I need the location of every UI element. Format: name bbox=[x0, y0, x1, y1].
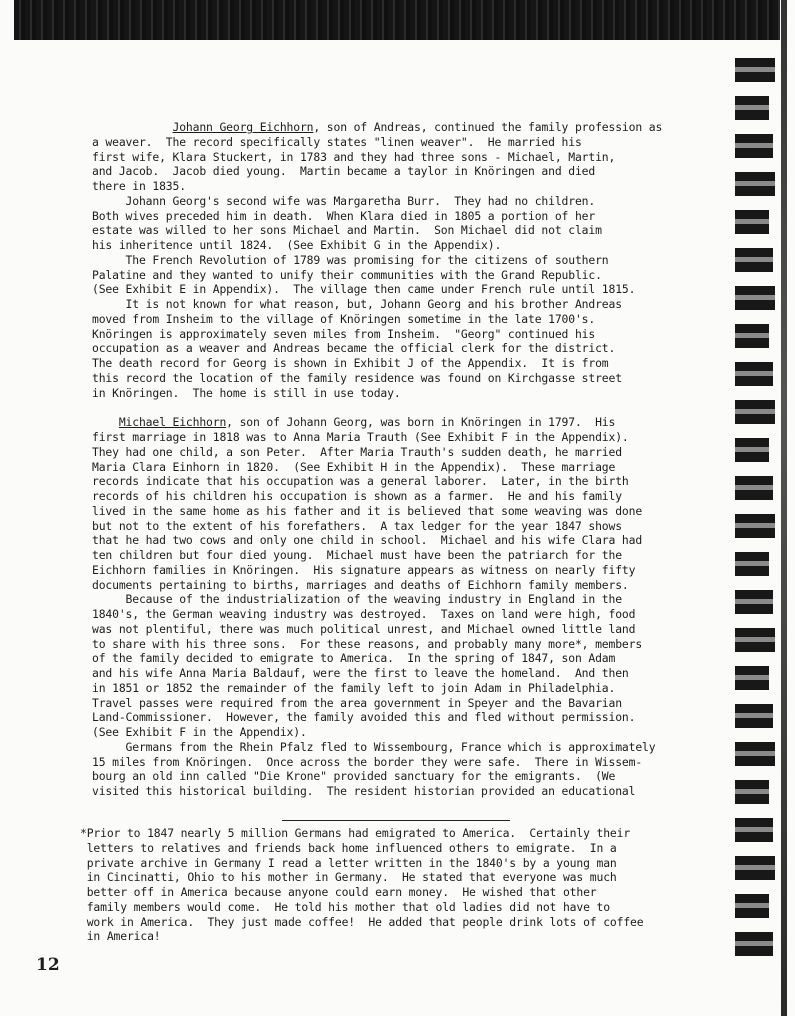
text-line: in 1851 or 1852 the remainder of the family left to join Adam in Philadelphia. bbox=[92, 680, 616, 695]
text-line: to share with his three sons. For these reasons, and probably many more*, members bbox=[92, 636, 643, 651]
text-line: Eichhorn families in Knöringen. His signature appears as witness on nearly fifty bbox=[92, 562, 636, 577]
text-line: Because of the industrialization of the weaving industry in England in the bbox=[92, 592, 622, 607]
binding-hole bbox=[735, 780, 769, 804]
scan-top-band bbox=[14, 0, 780, 40]
paragraph-johann-georg-first-line: Johann Georg Eichhorn, son of Andreas, continued the family profession as bbox=[172, 120, 663, 134]
binding-hole bbox=[735, 742, 775, 766]
binding-hole bbox=[735, 324, 769, 348]
binding-hole bbox=[735, 362, 773, 386]
footnote-line: *Prior to 1847 nearly 5 million Germans had emigrated to America. Certainly their bbox=[80, 826, 631, 840]
binding-hole bbox=[735, 476, 773, 500]
binding-hole bbox=[735, 666, 769, 690]
binding-hole bbox=[735, 172, 775, 196]
binding-hole bbox=[735, 210, 769, 234]
binding-hole bbox=[735, 856, 775, 880]
text-line: his inheritence until 1824. (See Exhibit G in the Appendix). bbox=[92, 238, 502, 252]
footnote-line: in America! bbox=[80, 929, 161, 944]
text-line: Travel passes were required from the area government in Speyer and the Bavarian bbox=[92, 695, 622, 710]
text-line: records indicate that his occupation was a general laborer. Later, in the birth bbox=[92, 474, 629, 489]
binding-hole bbox=[735, 134, 773, 158]
binding-hole bbox=[735, 438, 769, 462]
heading-name-michael: Michael Eichhorn bbox=[118, 415, 227, 430]
footnote-line: better off in America because anyone could earn money. He wished that other bbox=[80, 885, 597, 899]
text-line: that he had two cows and only one child in school. Michael and his wife Clara had bbox=[92, 533, 643, 548]
binding-hole bbox=[735, 894, 769, 918]
text-line: 15 miles from Knöringen. Once across the border they were safe. There in Wissem- bbox=[92, 754, 643, 769]
footnote bbox=[80, 826, 700, 944]
text-line: Johann Georg's second wife was Margaretha Burr. They had no children. bbox=[92, 193, 596, 208]
text-line: and his wife Anna Maria Baldauf, were the first to leave the homeland. And then bbox=[92, 666, 629, 680]
text-line: bourg an old inn called "Die Krone" provided sanctuary for the emigrants. (We bbox=[92, 769, 616, 784]
text-line: occupation as a weaver and Andreas became the official clerk for the district. bbox=[92, 341, 616, 356]
binding-hole bbox=[735, 514, 775, 538]
text-line: The death record for Georg is shown in Exhibit J of the Appendix. It is from bbox=[92, 356, 609, 370]
text-line: a weaver. The record specifically states "linen weaver". He married his bbox=[92, 134, 582, 149]
paragraph-michael-first-line: Michael Eichhorn, son of Johann Georg, was born in Knöringen in 1797. His bbox=[118, 415, 616, 430]
text-line: 1840's, the German weaving industry was destroyed. Taxes on land were high, food bbox=[92, 607, 636, 621]
page-number: 12 bbox=[36, 955, 60, 975]
binding-hole bbox=[735, 96, 769, 120]
text-line: documents pertaining to births, marriages and deaths of Eichhorn family members. bbox=[92, 577, 629, 592]
heading-name-johann-georg: Johann Georg Eichhorn bbox=[172, 120, 314, 134]
text-line: (See Exhibit F in the Appendix). bbox=[92, 725, 307, 739]
text-line: It is not known for what reason, but, Johann Georg and his brother Andreas bbox=[92, 297, 622, 311]
text-line: The French Revolution of 1789 was promising for the citizens of southern bbox=[92, 252, 609, 267]
text-line: Germans from the Rhein Pfalz fled to Wissembourg, France which is approximately bbox=[92, 739, 656, 754]
text-line: first marriage in 1818 was to Anna Maria Trauth (See Exhibit F in the Appendix). bbox=[92, 430, 629, 444]
spiral-binding-strip bbox=[735, 40, 775, 1000]
binding-hole bbox=[735, 818, 773, 842]
text-line: there in 1835. bbox=[92, 179, 186, 193]
text-line: in Knöringen. The home is still in use today. bbox=[92, 385, 401, 400]
text-line: moved from Insheim to the village of Knöringen sometime in the late 1700's. bbox=[92, 311, 596, 326]
binding-hole bbox=[735, 286, 775, 310]
paragraph-gap bbox=[92, 400, 702, 415]
text-line: records of his children his occupation is shown as a farmer. He and his family bbox=[92, 489, 622, 503]
binding-hole bbox=[735, 400, 775, 424]
footnote-line: in Cincinatti, Ohio to his mother in Germany. He stated that everyone was much bbox=[80, 870, 617, 885]
text-line: this record the location of the family residence was found on Kirchgasse street bbox=[92, 370, 622, 385]
text-line: Maria Clara Einhorn in 1820. (See Exhibit H in the Appendix). These marriage bbox=[92, 459, 616, 474]
text-line: first wife, Klara Stuckert, in 1783 and they had three sons - Michael, Martin, bbox=[92, 149, 616, 164]
text-line: but not to the extent of his forefathers. A tax ledger for the year 1847 shows bbox=[92, 518, 622, 533]
scan-right-edge bbox=[781, 0, 787, 1016]
binding-hole bbox=[735, 704, 773, 728]
text-line: They had one child, a son Peter. After Maria Trauth's sudden death, he married bbox=[92, 444, 622, 459]
text-line: lived in the same home as his father and it is believed that some weaving was done bbox=[92, 503, 643, 518]
text-line: estate was willed to her sons Michael and Martin. Son Michael did not claim bbox=[92, 223, 602, 238]
binding-hole bbox=[735, 590, 773, 614]
binding-hole bbox=[735, 58, 775, 82]
footnote-line: work in America. They just made coffee! He added that people drink lots of coffee bbox=[80, 914, 644, 929]
text-line: was not plentiful, there was much political unrest, and Michael owned little land bbox=[92, 621, 636, 636]
footnote-line: private archive in Germany I read a letter written in the 1840's by a young man bbox=[80, 855, 617, 870]
binding-hole bbox=[735, 628, 775, 652]
footnote-line: letters to relatives and friends back home influenced others to emigrate. In a bbox=[80, 840, 617, 855]
text-line: visited this historical building. The resident historian provided an educational bbox=[92, 784, 636, 798]
text-line: (See Exhibit E in Appendix). The village then came under French rule until 1815. bbox=[92, 282, 636, 297]
text-line: of the family decided to emigrate to America. In the spring of 1847, son Adam bbox=[92, 651, 616, 666]
binding-hole bbox=[735, 552, 769, 576]
binding-hole bbox=[735, 932, 773, 956]
text-line: Palatine and they wanted to unify their communities with the Grand Republic. bbox=[92, 267, 602, 282]
text-line: and Jacob. Jacob died young. Martin became a taylor in Knöringen and died bbox=[92, 164, 596, 179]
text-line: Land-Commissioner. However, the family avoided this and fled without permission. bbox=[92, 710, 636, 725]
binding-hole bbox=[735, 248, 773, 272]
text-line: Both wives preceded him in death. When Klara died in 1805 a portion of her bbox=[92, 208, 596, 223]
text-line: Knöringen is approximately seven miles from Insheim. "Georg" continued his bbox=[92, 326, 596, 341]
text-line: ten children but four died young. Michael must have been the patriarch for the bbox=[92, 548, 622, 562]
footnote-line: family members would come. He told his mother that old ladies did not have to bbox=[80, 899, 610, 914]
footnote-divider bbox=[282, 820, 510, 821]
page-body bbox=[92, 120, 702, 799]
